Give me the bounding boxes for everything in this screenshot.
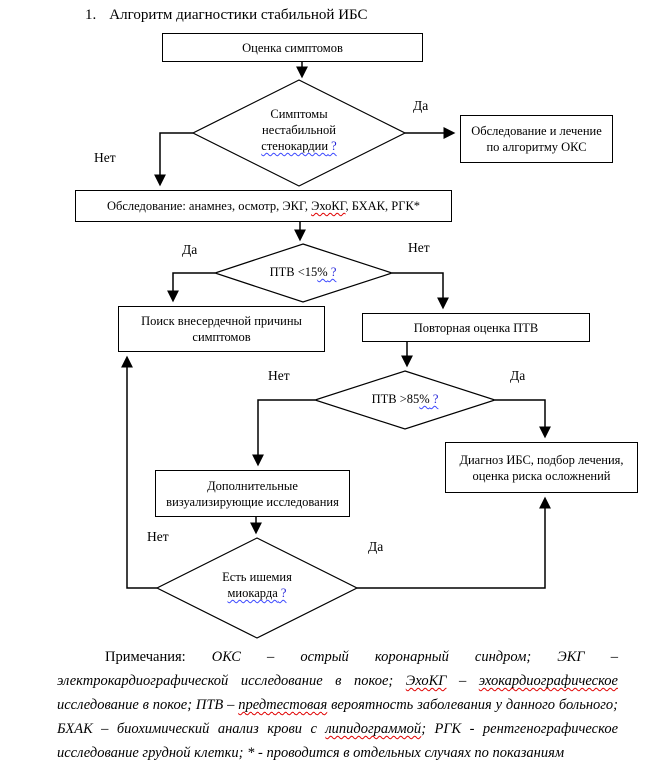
box-oks-treatment xyxy=(460,115,613,163)
connector-ptvhigh-no-to-imaging xyxy=(258,400,315,464)
misspelled-word: ЭхоКГ xyxy=(405,673,447,689)
misspelled-word: предтестовая xyxy=(238,697,328,713)
box-symptom-assessment xyxy=(162,33,423,62)
box-additional-imaging xyxy=(155,470,350,517)
misspelled-word: ЭхоКГ xyxy=(311,199,346,213)
box-noncardiac-line2: симптомов xyxy=(192,330,251,344)
label-yes-ptv-high: Да xyxy=(510,368,526,383)
box-noncardiac-line1: Поиск внесердечной причины xyxy=(141,314,302,328)
box-symptom-assessment-label: Оценка симптомов xyxy=(242,40,343,55)
connector-ptvlow-no-to-reassess xyxy=(392,273,443,307)
label-no-unstable: Нет xyxy=(94,150,116,165)
box-reassess-ptv xyxy=(362,313,590,342)
connector-ischemia-yes-to-diagnosis xyxy=(357,499,545,588)
box-reassess-ptv-label: Повторная оценка ПТВ xyxy=(413,320,539,335)
label-no-ischemia: Нет xyxy=(147,529,169,544)
label-yes-ptv-low: Да xyxy=(182,242,198,257)
box-diagnosis-line1: Диагноз ИБС, подбор лечения, xyxy=(459,452,624,467)
question-mark: ? xyxy=(328,139,337,153)
box-additional-imaging-line1: Дополнительные xyxy=(207,478,298,493)
connector-ischemia-no-to-noncardiac xyxy=(127,358,157,588)
label-yes-unstable: Да xyxy=(413,98,429,113)
misspelled-word: эхокардиографическое xyxy=(478,673,618,689)
page-title xyxy=(85,7,368,24)
decision-ptv-high-text: ПТВ >85% ? xyxy=(371,392,439,406)
connector-ptvhigh-yes-to-diagnosis xyxy=(495,400,545,436)
box-examination-label: Обследование: анамнез, осмотр, ЭКГ, ЭхоКГ, БХАК, РГК* xyxy=(106,199,421,213)
box-additional-imaging-line2: визуализирующие исследования xyxy=(166,494,339,509)
decision-ptv-low-text: ПТВ <15% ? xyxy=(269,265,337,279)
box-oks-line2: по алгоритму ОКС xyxy=(486,140,587,154)
box-noncardiac-cause xyxy=(118,306,325,352)
label-no-ptv-low: Нет xyxy=(408,240,430,255)
box-examination xyxy=(75,190,452,222)
label-yes-ischemia: Да xyxy=(368,539,384,554)
decision-unstable-angina-text: Симптомы нестабильной стенокардии ? xyxy=(261,107,337,153)
box-diagnosis-line2: оценка риска осложнений xyxy=(472,468,611,483)
box-diagnosis xyxy=(445,442,638,493)
question-mark: ? xyxy=(429,392,439,406)
footnotes-heading: Примечания: xyxy=(105,649,212,665)
decision-ischemia-text: Есть ишемия миокарда ? xyxy=(222,570,292,600)
connector-ptvlow-yes-to-noncardiac xyxy=(173,273,215,300)
box-oks-line1: Обследование и лечение xyxy=(471,124,602,138)
question-mark: ? xyxy=(277,586,287,600)
title-text: Алгоритм диагностики стабильной ИБС xyxy=(109,7,368,23)
misspelled-word: липидограммой xyxy=(325,721,422,737)
label-no-ptv-high: Нет xyxy=(268,368,290,383)
question-mark: ? xyxy=(327,265,337,279)
title-number: 1. xyxy=(85,7,97,23)
connector-unstable-no-to-exam xyxy=(160,133,193,184)
footnotes: Примечания: ОКС – острый коронарный синдром; ЭКГ – электрокардиографической исследование в покое; ЭхоКГ – эхокардиографическое исследование в покое; ПТВ – предтестовая вероятность заболевания у данного больного; БХАК – биохимический анализ крови с липидограммой; РГК - рентгенографическое исследование грудной клетки; * - проводится в отдельных случаях по показаниям xyxy=(57,649,618,761)
